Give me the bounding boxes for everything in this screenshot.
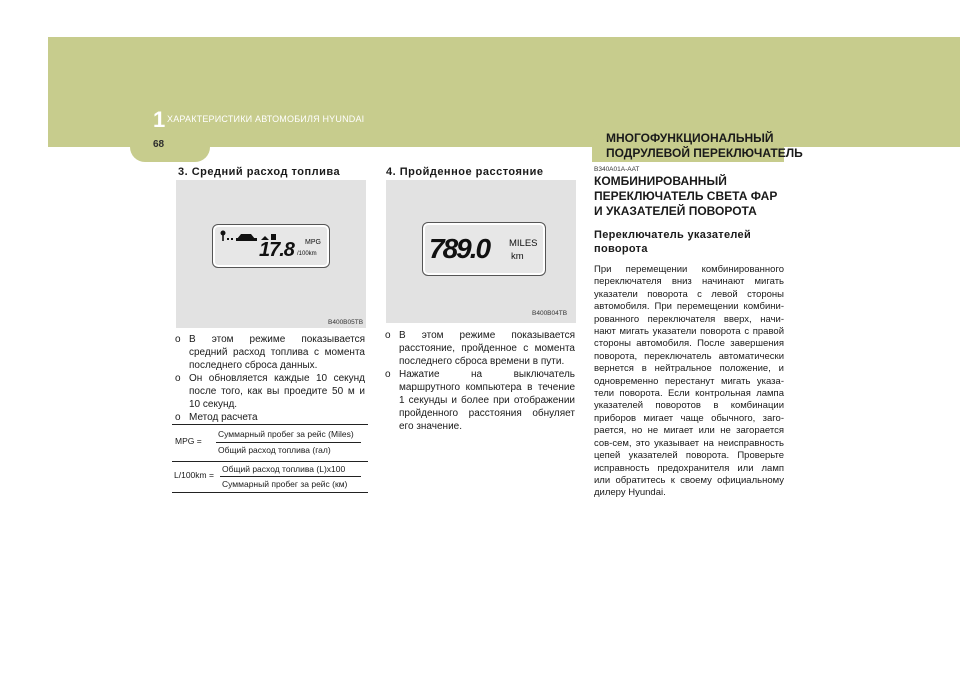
average-fuel-heading: 3. Средний расход топлива <box>178 166 341 178</box>
header-band <box>48 37 960 147</box>
avg-fuel-value: 17.8 <box>259 239 294 261</box>
section-title-line2: ПОДРУЛЕВОЙ ПЕРЕКЛЮЧАТЕЛЬ <box>606 146 803 160</box>
subtitle-line: Переключатель указателей <box>594 229 752 241</box>
fraction-line <box>220 476 361 477</box>
mpg-label: MPG = <box>175 436 202 446</box>
title-line: КОМБИНИРОВАННЫЙ <box>594 174 727 188</box>
mpg-numerator: Суммарный пробег за рейс (Miles) <box>218 429 354 439</box>
section-code: B340A01A-AAT <box>594 166 640 173</box>
miles-unit: MILES <box>509 238 538 249</box>
distance-list <box>385 329 575 433</box>
section-title-line1: МНОГОФУНКЦИОНАЛЬНЫЙ <box>606 131 774 145</box>
distance-lcd-screen <box>422 222 546 276</box>
mpg-unit: MPG <box>305 239 321 246</box>
page-number-tab <box>130 132 210 162</box>
list-item: o Метод расчета <box>175 412 258 423</box>
fuel-display-image <box>176 180 366 328</box>
fraction-line <box>216 442 361 443</box>
turn-signal-body: При перемещении комбинированного переключателя вниз начинают мигать указатели поворота с левой стороны автомобиля. При перемещении комбини-рованного переключателя вверх, начи-нают мигать указатели поворота с правой стороны автомобиля. После завершения поворота, переключатель автоматически вернется в нейтральное положение, и одновременно перестанут мигать указа-тели поворота. Если контрольная лампа указателей поворотов в комбинации приборов мигает чаще обычного, заго-рается, но не мигает или не загорается сов-сем, это указывает на неисправность цепей указателей поворота. Проверьте исправность предохранителя или ламп или обратитесь к своему официальному дилеру Hyundai. <box>594 264 784 499</box>
l100km-numerator: Общий расход топлива (L)x100 <box>222 464 346 474</box>
list-item: o Нажатие на выключатель маршрутного компьютера в течение 1 секунды и более при отображении пройденного расстояния обнуляет его значение. <box>385 369 575 432</box>
l100km-label: L/100km = <box>174 470 214 480</box>
calculation-formula <box>172 424 368 494</box>
subtitle-line: поворота <box>594 243 648 255</box>
divider <box>172 424 368 425</box>
l100km-unit: /100km <box>297 251 317 257</box>
title-line: И УКАЗАТЕЛЕЙ ПОВОРОТА <box>594 204 757 218</box>
turn-signal-subtitle <box>594 228 784 256</box>
combined-switch-title <box>594 174 784 219</box>
chapter-number: 1 <box>153 107 166 132</box>
mpg-denominator: Общий расход топлива (гал) <box>218 445 331 455</box>
list-item: o В этом режиме показывается средний расход топлива с момента последнего сброса данных. <box>175 334 365 371</box>
average-fuel-list <box>175 333 365 424</box>
distance-display-image <box>386 180 576 323</box>
divider <box>172 492 368 493</box>
fuel-lcd-screen <box>212 224 330 268</box>
section-title <box>606 131 803 161</box>
chapter-title: ХАРАКТЕРИСТИКИ АВТОМОБИЛЯ HYUNDAI <box>167 114 365 124</box>
distance-heading: 4. Пройденное расстояние <box>386 166 544 178</box>
title-line: ПЕРЕКЛЮЧАТЕЛЬ СВЕТА ФАР <box>594 189 778 203</box>
divider <box>172 461 368 462</box>
distance-value: 789.0 <box>429 233 490 264</box>
page-number: 68 <box>153 139 165 150</box>
image-code: B400B05TB <box>328 319 364 326</box>
image-code: B400B04TB <box>532 310 568 317</box>
list-item: o В этом режиме показывается расстояние, пройденное с момента последнего сброса времени в пути. <box>385 330 575 367</box>
l100km-denominator: Суммарный пробег за рейс (км) <box>222 479 348 489</box>
list-item: o Он обновляется каждые 10 секунд после того, как вы проедите 50 м и 10 секунд. <box>175 373 365 410</box>
km-unit: km <box>511 251 524 262</box>
